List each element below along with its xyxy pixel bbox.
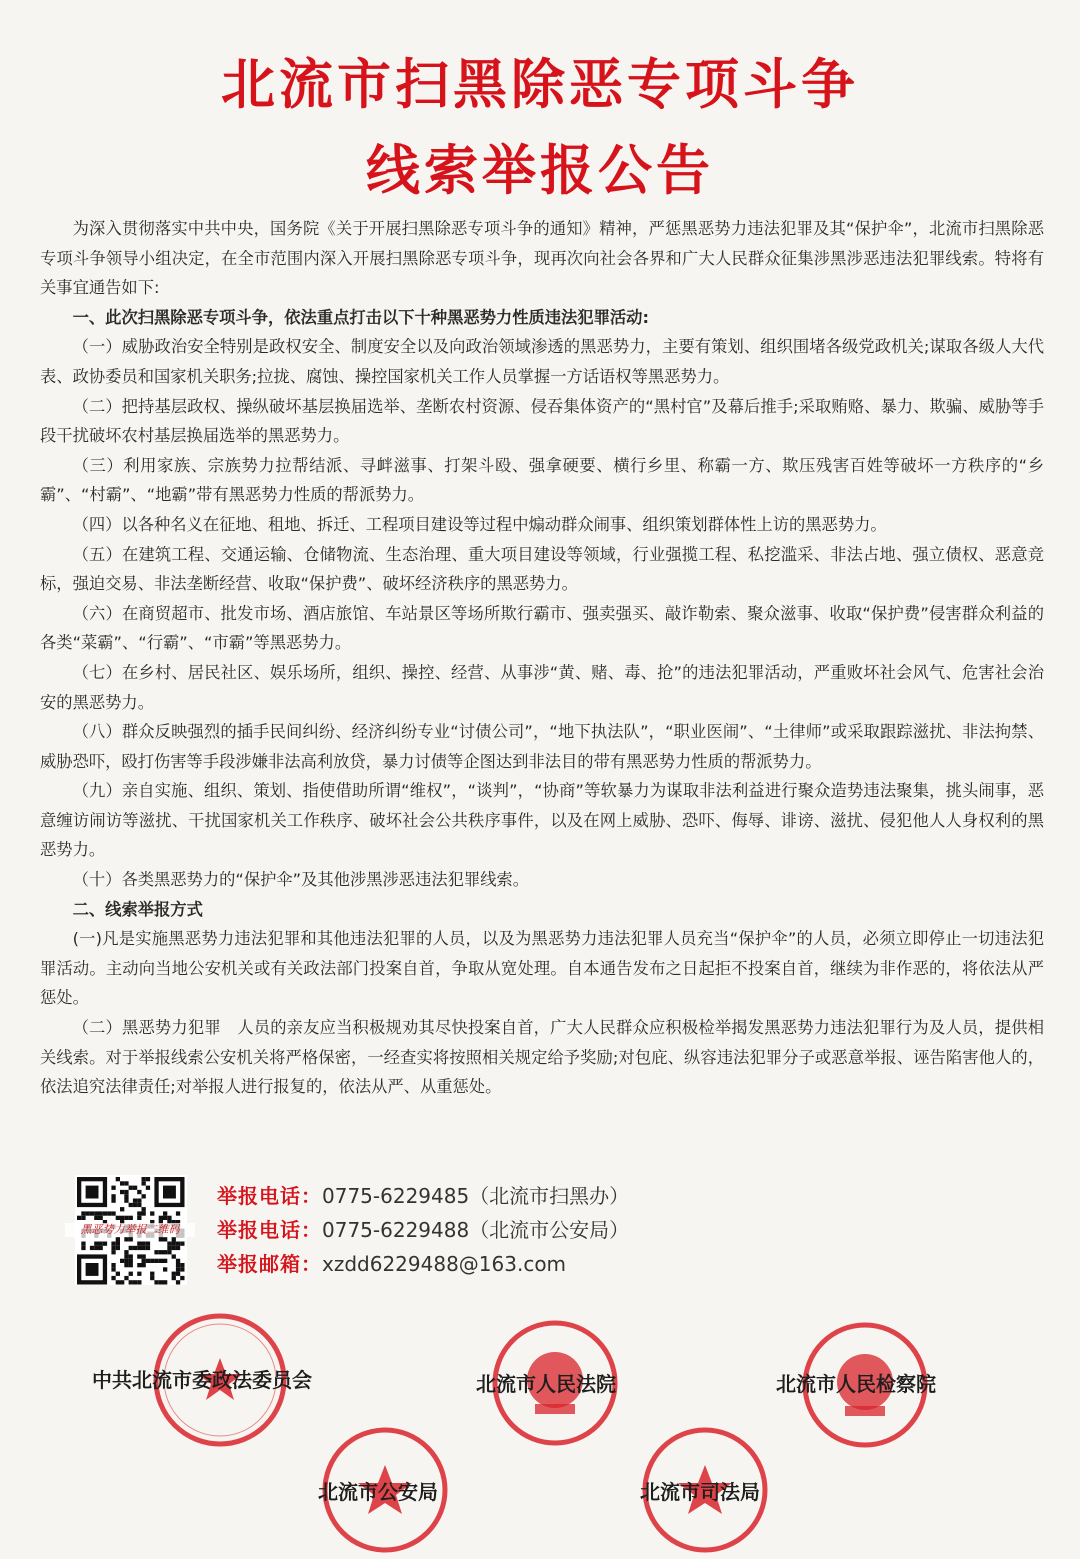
section2-heading: 二、线索举报方式: [72, 899, 203, 919]
issuer-name: 北流市人民法院: [476, 1372, 616, 1396]
list-item: （十）各类黑恶势力的“保护伞”及其他涉黑涉恶违法犯罪线索。: [72, 870, 530, 890]
page-subtitle: 线索举报公告: [366, 139, 714, 202]
list-item: （八）群众反映强烈的插手民间纠纷、经济纠纷专业“讨债公司”，“地下执法队”，“职业医闹”、“土律师”或采取跟踪滋扰、非法拘禁、威胁恐吓，殴打伤害等手段涉嫌非法高利放贷，暴力讨债等企图达到非法目的带有黑恶势力性质的帮派势力。: [40, 722, 1044, 771]
email-link[interactable]: xzdd6229488@163.com: [322, 1252, 567, 1276]
issuer-name: 中共北流市委政法委员会: [92, 1368, 312, 1392]
list-item: （七）在乡村、居民社区、娱乐场所，组织、操控、经营、从事涉“黄、赌、毒、抢”的违法犯罪活动，严重败坏社会风气、危害社会治安的黑恶势力。: [40, 662, 1044, 712]
section1-heading: 一、此次扫黑除恶专项斗争，依法重点打击以下十种黑恶势力性质违法犯罪活动:: [72, 307, 649, 327]
list-item: （三）利用家族、宗族势力拉帮结派、寻衅滋事、打架斗殴、强拿硬要、横行乡里、称霸一方、欺压残害百姓等破坏一方秩序的“乡霸”、“村霸”、“地霸”带有黑恶势力性质的帮派势力。: [40, 455, 1044, 505]
phone-number-link[interactable]: 0775-6229488（北流市公安局）: [322, 1218, 630, 1242]
contact-label: 举报邮箱：: [217, 1252, 322, 1276]
qr-label: 黑恶势力举报二维码: [65, 1223, 195, 1237]
list-item: （五）在建筑工程、交通运输、仓储物流、生态治理、重大项目建设等领域，行业强揽工程、私挖滥采、非法占地、强立债权、恶意竞标，强迫交易、非法垄断经营、收取“保护费”、破坏经济秩序的黑恶势力。: [40, 544, 1044, 594]
contact-line-phone-1: [217, 1179, 629, 1213]
intro-paragraph: 为深入贯彻落实中共中央，国务院《关于开展扫黑除恶专项斗争的通知》精神，严惩黑恶势力违法犯罪及其“保护伞”，北流市扫黑除恶专项斗争领导小组决定，在全市范围内深入开展扫黑除恶专项斗争，现再次向社会各界和广大人民群众征集涉黑涉恶违法犯罪线索。特将有关事宜通告如下:: [40, 219, 1044, 298]
qr-code[interactable]: [75, 1175, 187, 1285]
list-item: （二）把持基层政权、操纵破坏基层换届选举、垄断农村资源、侵吞集体资产的“黑村官”及幕后推手;采取贿赂、暴力、欺骗、威胁等手段干扰破坏农村基层换届选举的黑恶势力。: [40, 396, 1044, 446]
contact-line-phone-2: [217, 1213, 629, 1247]
list-item: (一)凡是实施黑恶势力违法犯罪和其他违法犯罪的人员，以及为黑恶势力违法犯罪人员充当“保护伞”的人员，必须立即停止一切违法犯罪活动。主动向当地公安机关或有关政法部门投案自首，争取从宽处理。自本通告发布之日起拒不投案自首，继续为非作恶的，将依法从严惩处。: [40, 929, 1044, 1008]
issuer-name: 北流市公安局: [318, 1480, 438, 1504]
page-title: 北流市扫黑除恶专项斗争: [221, 53, 859, 116]
list-item: （四）以各种名义在征地、租地、拆迁、工程项目建设等过程中煽动群众闹事、组织策划群体性上访的黑恶势力。: [72, 514, 887, 534]
contact-label: 举报电话：: [217, 1184, 322, 1208]
issuer-name: 北流市人民检察院: [776, 1372, 936, 1396]
contact-line-email: [217, 1247, 629, 1281]
list-item: （二）黑恶势力犯罪 人员的亲友应当积极规劝其尽快投案自首，广大人民群众应积极检举揭发黑恶势力违法犯罪行为及人员，提供相关线索。对于举报线索公安机关将严格保密，一经查实将按照相关规定给予奖励;对包庇、纵容违法犯罪分子或恶意举报、诬告陷害他人的，依法追究法律责任;对举报人进行报复的，依法从严、从重惩处。: [40, 1018, 1044, 1097]
list-item: （一）威胁政治安全特别是政权安全、制度安全以及向政治领域渗透的黑恶势力，主要有策划、组织围堵各级党政机关;谋取各级人大代表、政协委员和国家机关职务;拉拢、腐蚀、操控国家机关工作人员掌握一方话语权等黑恶势力。: [40, 337, 1044, 386]
contact-lines: [217, 1179, 629, 1281]
list-item: （九）亲自实施、组织、策划、指使借助所谓“维权”，“谈判”，“协商”等软暴力为谋取非法利益进行聚众造势违法聚集，挑头闹事，恶意缠访闹访等滋扰、干扰国家机关工作秩序、破坏社会公共秩序事件，以及在网上威胁、恐吓、侮辱、诽谤、滋扰、侵犯他人人身权利的黑恶势力。: [40, 781, 1044, 860]
contact-block: [75, 1175, 975, 1285]
notice-body: [40, 214, 1044, 1102]
list-item: （六）在商贸超市、批发市场、酒店旅馆、车站景区等场所欺行霸市、强卖强买、敲诈勒索、聚众滋事、收取“保护费”侵害群众利益的各类“菜霸”、“行霸”、“市霸”等黑恶势力。: [40, 603, 1044, 653]
contact-label: 举报电话：: [217, 1218, 322, 1242]
phone-number-link[interactable]: 0775-6229485（北流市扫黑办）: [322, 1184, 630, 1208]
issuer-name: 北流市司法局: [640, 1480, 760, 1504]
